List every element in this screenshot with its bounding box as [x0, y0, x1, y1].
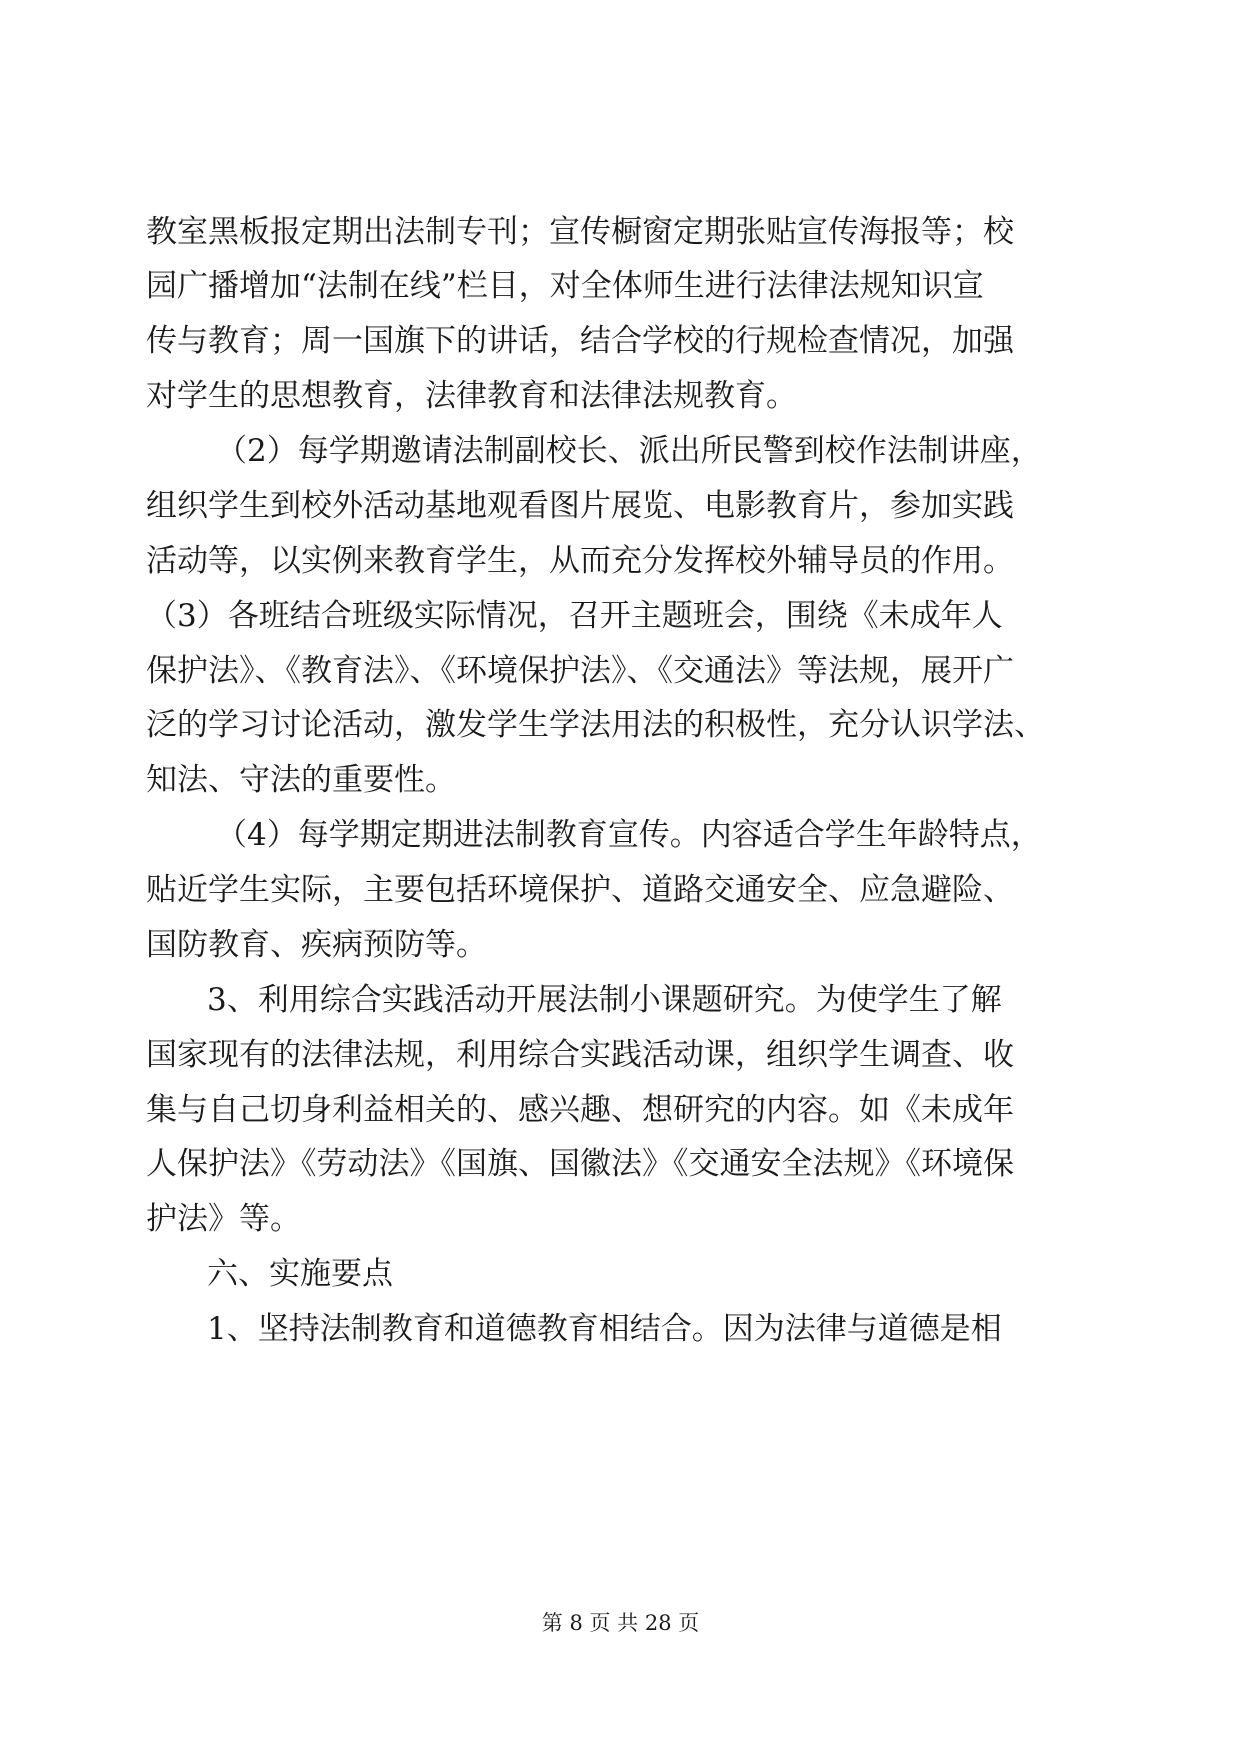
text-line: 保护法》、《教育法》、《环境保护法》、《交通法》等法规，展开广: [146, 653, 1014, 689]
text-line: 园广播增加“法制在线”栏目，对全体师生进行法律法规知识宣: [146, 268, 984, 304]
text-line: 1、坚持法制教育和道德教育相结合。因为法律与道德是相: [207, 1311, 1002, 1347]
text-line: 国防教育、疾病预防等。: [146, 927, 487, 963]
text-line: 集与自己切身利益相关的、感兴趣、想研究的内容。如《未成年: [146, 1092, 1014, 1128]
text-line: 3、利用综合实践活动开展法制小课题研究。为使学生了解: [207, 982, 1002, 1018]
text-line: 对学生的思想教育，法律教育和法律法规教育。: [146, 378, 797, 414]
text-line: （3）各班结合班级实际情况，召开主题班会，围绕《未成年人: [146, 598, 1003, 634]
text-line: 活动等，以实例来教育学生，从而充分发挥校外辅导员的作用。: [146, 543, 1014, 579]
text-line: （2）每学期邀请法制副校长、派出所民警到校作法制讲座，: [216, 433, 1042, 469]
text-line: 国家现有的法律法规，利用综合实践活动课，组织学生调查、收: [146, 1037, 1014, 1073]
text-line: 护法》等。: [146, 1201, 301, 1237]
text-line: 泛的学习讨论活动，激发学生学法用法的积极性，充分认识学法、: [146, 707, 1045, 743]
text-line: 知法、守法的重要性。: [146, 762, 456, 798]
section-heading: 六、实施要点: [207, 1256, 393, 1292]
text-line: 教室黑板报定期出法制专刊；宣传橱窗定期张贴宣传海报等；校: [146, 214, 1014, 250]
text-line: 组织学生到校外活动基地观看图片展览、电影教育片，参加实践: [146, 488, 1014, 524]
text-line: 人保护法》《劳动法》《国旗、国徽法》《交通安全法规》《环境保: [146, 1146, 1014, 1182]
text-line: 贴近学生实际，主要包括环境保护、道路交通安全、应急避险、: [146, 872, 1014, 908]
text-line: 传与教育；周一国旗下的讲话，结合学校的行规检查情况，加强: [146, 323, 1014, 359]
page-footer: 第 8 页 共 28 页: [541, 1611, 700, 1635]
text-line: （4）每学期定期进法制教育宣传。内容适合学生年龄特点，: [216, 817, 1042, 853]
